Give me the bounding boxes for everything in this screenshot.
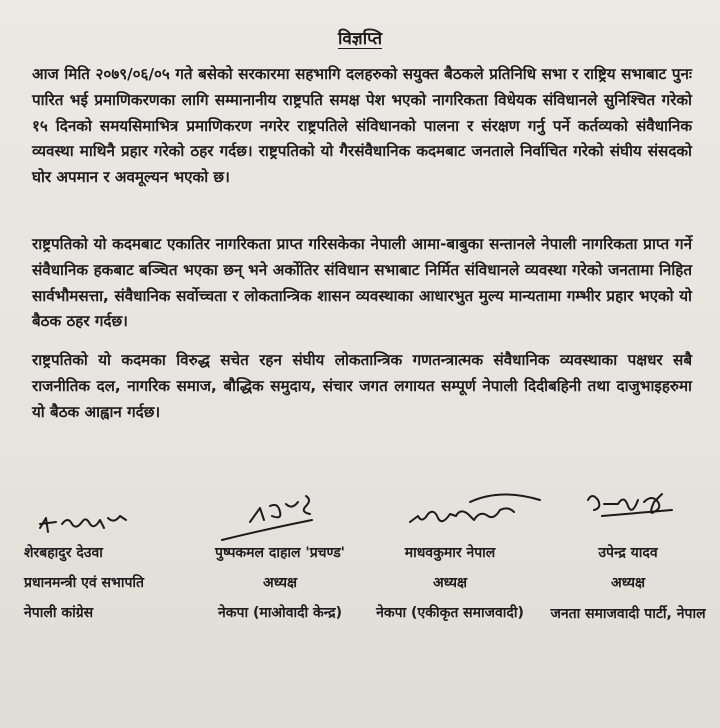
signatory-party: नेपाली कांग्रेस (24, 605, 94, 621)
signatory-party: नेकपा (माओवादी केन्द्र) (218, 605, 342, 621)
paragraph-3: राष्ट्रपतिको यो कदमका विरुद्ध सचेत रहन संघीय लोकतान्त्रिक गणतन्त्रात्मक संवैधानिक व्यवस्थाका पक्षधर सबै राजनीतिक दल, नागरिक समाज, बौद्धिक समुदाय, संचार जगत लगायत सम्पूर्ण नेपाली दिदीबहिनी तथा दाजुभाइहरुमा यो बैठक आह्वान गर्दछ। (32, 351, 692, 421)
signatory-party: नेकपा (एकीकृत समाजवादी) (376, 605, 524, 621)
signatory-name: माधवकुमार नेपाल (404, 545, 496, 561)
signature-4 (588, 494, 672, 516)
signature-3 (410, 494, 540, 522)
signatory-party: जनता समाजवादी पार्टी, नेपाल (550, 606, 706, 622)
signatory-deuba (24, 538, 164, 628)
signatory-role: अध्यक्ष (262, 575, 298, 591)
paragraph-1: आज मिति २०७९/०६/०५ गते बसेको सरकारमा सहभागि दलहरुको सयुक्त बैठकले प्रतिनिधि सभा र राष्ट्रिय सभाबाट पुनः पारित भई प्रमाणिकरणका लागि सम्मानानीय राष्ट्रपति समक्ष पेश भएको नागरिकता विधेयक संविधानले सुनिश्चित गरेको १५ दिनको समयसिमाभित्र प्रमाणिकरण नगरेर राष्ट्रपतिले संविधानको पालना र संरक्षण गर्नु पर्ने कर्तव्यको संवैधानिक व्यवस्था माथिनै प्रहार गरेको ठहर गर्दछ। राष्ट्रपतिको यो गैरसंवैधानिक कदमबाट जनताले निर्वाचित गरेको संघीय संसदको घोर अपमान र अवमूल्यन भएको छ। (32, 65, 692, 187)
signatory-name: पुष्पकमल दाहाल 'प्रचण्ड' (215, 545, 345, 561)
signatory-dahal (190, 538, 370, 628)
signatory-role: अध्यक्ष (432, 575, 468, 591)
signature-2 (222, 496, 312, 540)
signatory-role: अध्यक्ष (610, 575, 646, 591)
signatory-yadav (548, 538, 708, 644)
signatory-nepal (360, 538, 540, 628)
signatory-name: शेरबहादुर देउवा (24, 545, 103, 561)
signature-1 (40, 516, 126, 532)
title-text: विज्ञप्ति (337, 29, 383, 49)
signatory-role: प्रधानमन्त्री एवं सभापति (24, 575, 145, 591)
paragraph-2: राष्ट्रपतिको यो कदमबाट एकातिर नागरिकता प्राप्त गरिसकेका नेपाली आमा-बाबुका सन्तानले नेपाली नागरिकता प्राप्त गर्ने संवैधानिक हकबाट बञ्चित भएका छन् भने अर्कोतिर संविधान सभाबाट निर्मित संविधानले व्यवस्था गरेको जनतामा निहित सार्वभौमसत्ता, संवैधानिक सर्वोच्चता र लोकतान्त्रिक शासन व्यवस्थाका आधारभुत मुल्य मान्यतामा गम्भीर प्रहार भएको यो बैठक ठहर गर्दछ। (32, 235, 692, 331)
document-title (0, 26, 720, 49)
signatory-name: उपेन्द्र यादव (598, 545, 658, 561)
